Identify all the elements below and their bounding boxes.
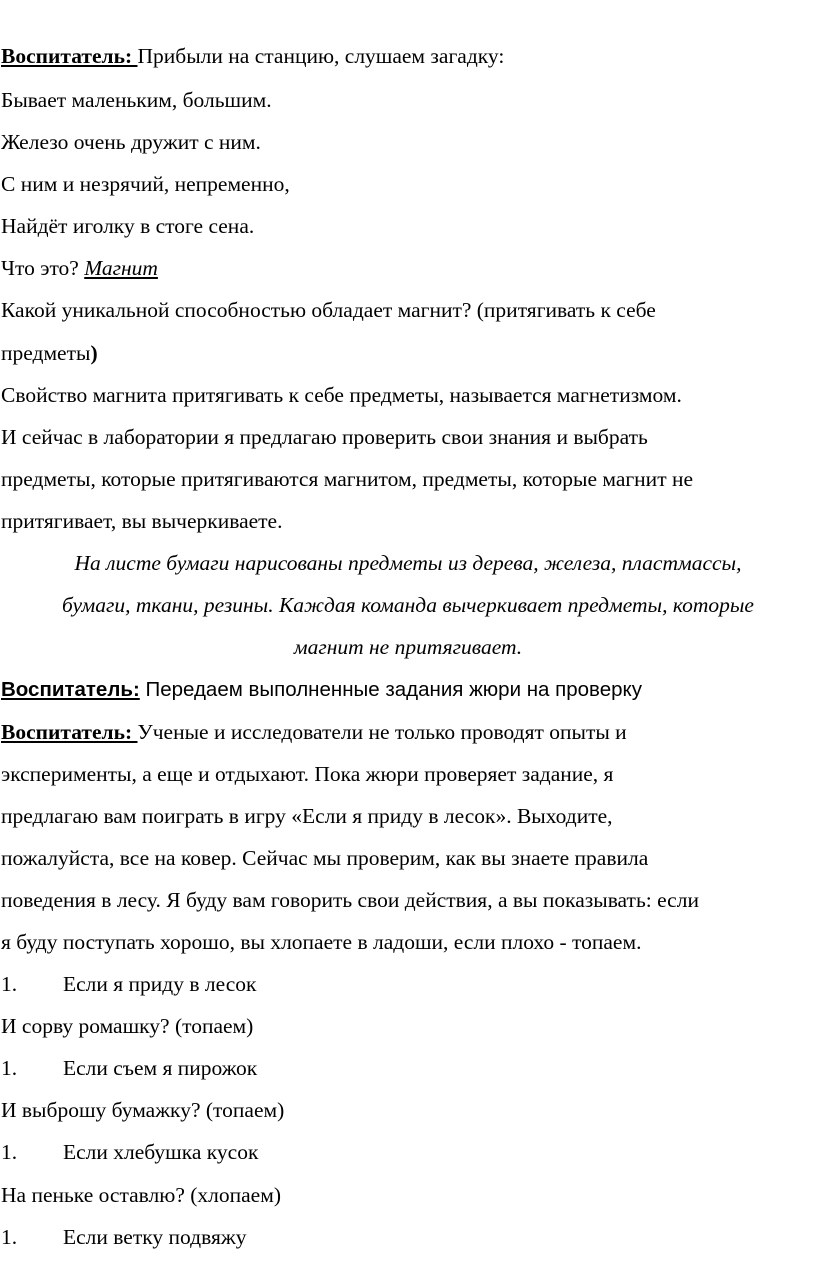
paragraph-line: Свойство магнита притягивать к себе предметы, называется магнетизмом.	[1, 383, 682, 407]
list-number: 1.	[1, 1140, 18, 1164]
list-item	[1, 1054, 257, 1082]
line-text: Передаем выполненные задания жюри на проверку	[139, 678, 642, 701]
list-number: 1.	[1, 1056, 18, 1080]
italic-note-line: бумаги, ткани, резины. Каждая команда вычеркивает предметы, которые	[62, 593, 754, 617]
list-item	[1, 1138, 258, 1166]
riddle-answer: Магнит	[84, 256, 158, 280]
speaker-label: Воспитатель:	[1, 678, 140, 701]
paragraph-line: И сейчас в лаборатории я предлагаю проверить свои знания и выбрать	[1, 425, 648, 449]
line-text: предметы	[1, 341, 91, 365]
speaker-label: Воспитатель:	[1, 44, 138, 68]
riddle-line: С ним и незрячий, непременно,	[1, 172, 290, 196]
italic-note-line: На листе бумаги нарисованы предметы из дерева, железа, пластмассы,	[74, 551, 742, 575]
riddle-line: Бывает маленьким, большим.	[1, 88, 272, 112]
paragraph-line	[1, 339, 98, 367]
list-number: 1.	[1, 972, 18, 996]
paragraph-line	[1, 676, 642, 704]
italic-note-line: магнит не притягивает.	[293, 635, 523, 659]
paragraph-line: предлагаю вам поиграть в игру «Если я приду в лесок». Выходите,	[1, 804, 613, 828]
riddle-line: Железо очень дружит с ним.	[1, 130, 261, 154]
line-text: Что это?	[1, 256, 85, 280]
paragraph-line: предметы, которые притягиваются магнитом, предметы, которые магнит не	[1, 467, 694, 491]
paragraph-line: эксперименты, а еще и отдыхают. Пока жюри проверяет задание, я	[1, 762, 614, 786]
riddle-line: Найдёт иголку в стоге сена.	[1, 214, 255, 238]
list-item-text: Если хлебушка кусок	[63, 1140, 259, 1164]
paragraph-line: пожалуйста, все на ковер. Сейчас мы проверим, как вы знаете правила	[1, 846, 649, 870]
paragraph-line: И сорву ромашку? (топаем)	[1, 1014, 254, 1038]
paragraph-line: я буду поступать хорошо, вы хлопаете в ладоши, если плохо - топаем.	[1, 930, 642, 954]
paragraph-line	[1, 718, 627, 746]
paragraph-line: Какой уникальной способностью обладает магнит? (притягивать к себе	[1, 298, 656, 322]
paragraph-line: И выброшу бумажку? (топаем)	[1, 1098, 285, 1122]
paragraph-line	[1, 42, 504, 70]
list-item	[1, 970, 256, 998]
list-item-text: Если я приду в лесок	[63, 972, 257, 996]
line-text: Прибыли на станцию, слушаем загадку:	[137, 44, 505, 68]
paragraph-line: На пеньке оставлю? (хлопаем)	[1, 1183, 281, 1207]
line-text: Ученые и исследователи не только проводят опыты и	[137, 720, 627, 744]
list-item-text: Если ветку подвяжу	[63, 1225, 247, 1249]
riddle-question	[1, 254, 158, 282]
paragraph-line: поведения в лесу. Я буду вам говорить свои действия, а вы показывать: если	[1, 888, 699, 912]
list-item-text: Если съем я пирожок	[63, 1056, 258, 1080]
list-number: 1.	[1, 1225, 18, 1249]
line-tail: )	[90, 341, 98, 365]
speaker-label: Воспитатель:	[1, 720, 138, 744]
paragraph-line: притягивает, вы вычеркиваете.	[1, 509, 283, 533]
list-item	[1, 1223, 246, 1251]
